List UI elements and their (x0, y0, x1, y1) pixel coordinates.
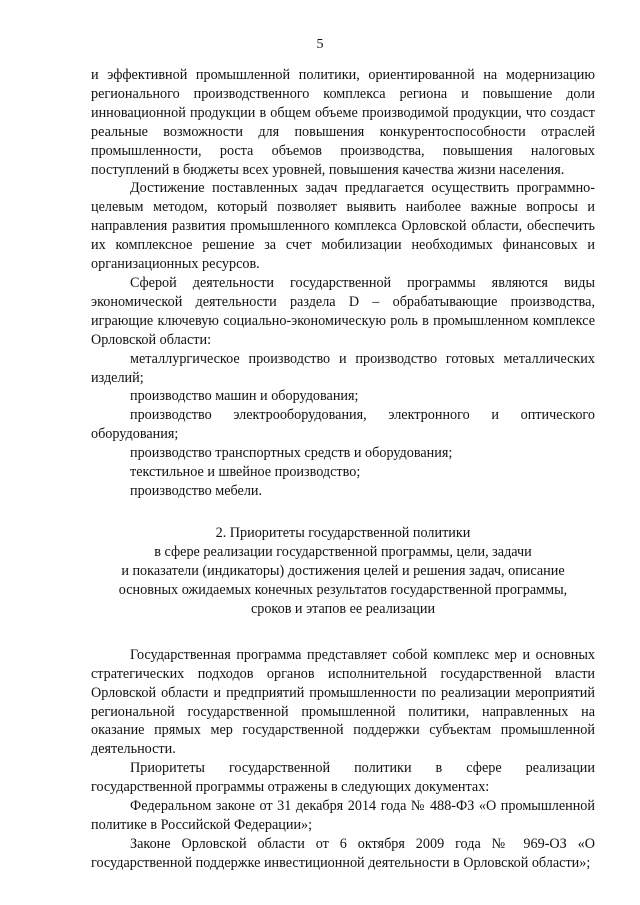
paragraph-intro-continuation: и эффективной промышленной политики, ориентированной на модернизацию регионального производственного комплекса региона и повышение доли инновационной продукции в общем объеме производимой продукции, что создаст реальные возможности для повышения конкурентоспособности отраслей промышленности, роста объемов производства, повышения налоговых поступлений в бюджеты всех уровней, повышения качества жизни населения. (91, 67, 595, 178)
paragraph-program-method: Достижение поставленных задач предлагается осуществить программно-целевым методом, который позволяет выявить наиболее важные вопросы и направления развития промышленного комплекса Орловской области, обеспечить их комплексное решение за счет мобилизации необходимых финансовых и организационных ресурсов. (91, 180, 595, 273)
list-item: производство мебели. (130, 482, 263, 499)
list-item: производство транспортных средств и оборудования; (130, 445, 453, 462)
page-body (91, 66, 595, 873)
section-heading-line: и показатели (индикаторы) достижения целей и решения задач, описание (121, 562, 565, 579)
page-number: 5 (316, 37, 324, 52)
list-item: металлургическое производство и производство готовых металлических изделий; (91, 350, 595, 386)
paragraph-federal-law: Федеральном законе от 31 декабря 2014 года № 488-ФЗ «О промышленной политике в Российской Федерации»; (91, 798, 595, 833)
section-heading (91, 524, 595, 619)
list-item: производство машин и оборудования; (130, 388, 359, 405)
list-item: текстильное и швейное производство; (130, 464, 361, 481)
paragraph-regional-law: Законе Орловской области от 6 октября 2009 года № 969-ОЗ «О государственной поддержке инвестиционной деятельности в Орловской области»; (91, 835, 595, 871)
paragraph-priorities: Приоритеты государственной политики в сфере реализации государственной программы отражены в следующих документах: (91, 760, 595, 796)
paragraph-program-scope: Сферой деятельности государственной программы являются виды экономической деятельности раздела D – обрабатывающие производства, играющие ключевую социально-экономическую роль в промышленном комплексе Орловской области: (91, 274, 595, 348)
section-heading-line: основных ожидаемых конечных результатов государственной программы, (118, 581, 568, 598)
paragraph-program-definition: Государственная программа представляет собой комплекс мер и основных стратегических подходов органов исполнительной государственной власти Орловской области и предприятий промышленности по реализации мероприятий региональной государственной промышленной политики, направленных на оказание прямых мер государственной поддержки субъектам промышленной деятельности. (91, 646, 595, 758)
list-item: производство электрооборудования, электронного и оптического оборудования; (91, 407, 595, 443)
section-heading-line: в сфере реализации государственной программы, цели, задачи (154, 543, 532, 560)
section-heading-line: 2. Приоритеты государственной политики (215, 524, 471, 541)
industry-list (91, 350, 595, 501)
section-heading-line: сроков и этапов ее реализации (250, 600, 436, 617)
